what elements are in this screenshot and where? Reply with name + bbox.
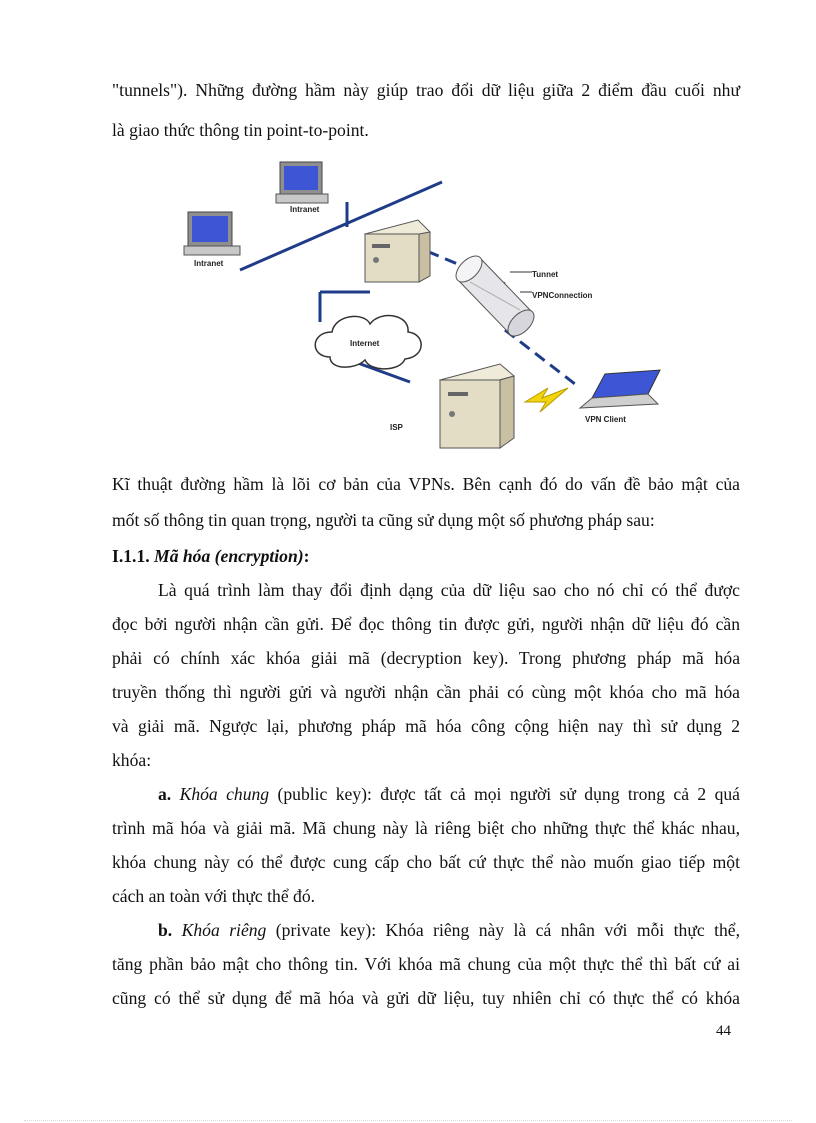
vpn-network-diagram <box>180 152 680 452</box>
item-b-first-line <box>158 918 740 942</box>
section-suffix: : <box>303 546 310 566</box>
isp-server-icon <box>440 364 514 448</box>
item-a-first-line <box>158 782 740 806</box>
laptop-icon <box>580 370 660 408</box>
body-text-line: khóa chung này có thể được cung cấp cho bất cứ thực thể nào muốn giao tiếp một <box>112 852 740 872</box>
page-bottom-divider <box>24 1120 792 1121</box>
lightning-bolt-icon <box>525 388 568 412</box>
body-text-line: "tunnels"). Những đường hầm này giúp trao đổi dữ liệu giữa 2 điểm đầu cuối như <box>112 80 740 100</box>
vpn-dashed-link <box>505 330 575 384</box>
item-b-text: (private key): Khóa riêng này là cá nhân với mỗi thực thể, <box>266 920 741 940</box>
page-number: 44 <box>716 1023 731 1039</box>
item-b-term: Khóa riêng <box>181 920 267 940</box>
body-text-line: Là quá trình làm thay đổi định dạng của dữ liệu sao cho nó chỉ có thể được <box>158 580 740 600</box>
body-text-line: và giải mã. Ngược lại, phương pháp mã hóa công cộng hiện nay thì sử dụng 2 <box>112 716 740 736</box>
body-text-line: mốt số thông tin quan trọng, người ta cũng sử dụng một số phương pháp sau: <box>112 510 655 530</box>
body-text-line: Kĩ thuật đường hầm là lõi cơ bản của VPNs. Bên cạnh đó do vấn đề bảo mật của <box>112 474 740 494</box>
item-b-marker: b. <box>158 920 173 940</box>
internet-label: Internet <box>350 339 380 348</box>
section-heading <box>112 544 740 568</box>
intranet-left-label: Intranet <box>194 259 224 268</box>
section-title: Mã hóa (encryption) <box>154 546 304 566</box>
vpn-client-label: VPN Client <box>585 415 626 424</box>
tunnel-label: Tunnet <box>532 270 559 279</box>
vpn-connection-label: VPNConnection <box>532 291 593 300</box>
computer-icon <box>184 212 240 255</box>
body-text-line: khóa: <box>112 750 152 770</box>
body-text-line: đọc bởi người nhận cần gửi. Để đọc thông tin được gửi, người nhận dữ liệu đó cần <box>112 614 740 634</box>
body-text-line: cách an toàn với thực thể đó. <box>112 886 316 906</box>
intranet-top-label: Intranet <box>290 205 320 214</box>
isp-label: ISP <box>390 423 403 432</box>
body-text-line: tăng phần bảo mật cho thông tin. Với khóa mã chung của một thực thể thì bất cứ ai <box>112 954 740 974</box>
server-icon <box>365 220 430 282</box>
tunnel-icon <box>451 251 538 340</box>
item-a-marker: a. <box>158 784 172 804</box>
computer-icon <box>276 162 328 203</box>
body-text-line: truyền thống thì người gửi và người nhận cần phải có cùng một khóa cho mã hóa <box>112 682 740 702</box>
body-text-line: là giao thức thông tin point-to-point. <box>112 120 369 140</box>
item-a-term: Khóa chung <box>179 784 270 804</box>
body-text-line: cũng có thể sử dụng để mã hóa và gửi dữ liệu, tuy nhiên chỉ có thực thể có khóa <box>112 988 740 1008</box>
item-a-text: (public key): được tất cả mọi người sử dụng trong cả 2 quá <box>269 784 740 804</box>
body-text-line: trình mã hóa và giải mã. Mã chung này là riêng biệt cho những thực thể khác nhau, <box>112 818 740 838</box>
body-text-line: phải có chính xác khóa giải mã (decryption key). Trong phương pháp mã hóa <box>112 648 740 668</box>
section-number: I.1.1. <box>112 546 150 566</box>
